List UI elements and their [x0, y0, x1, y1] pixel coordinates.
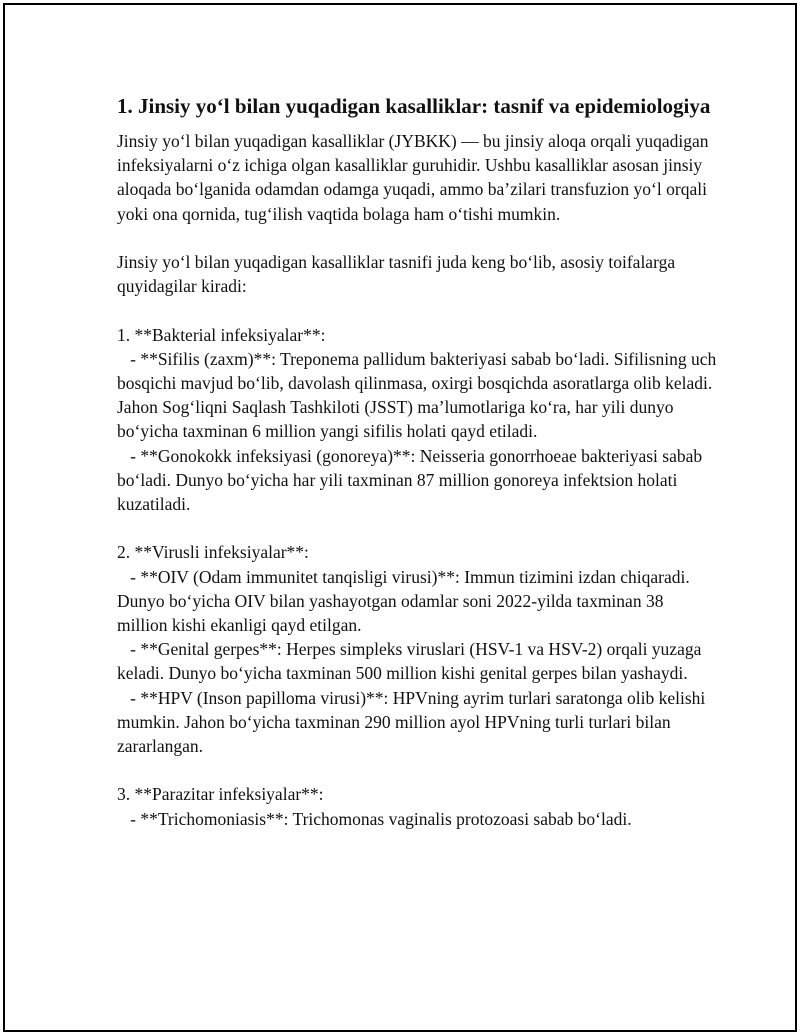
classification-paragraph: Jinsiy yo‘l bilan yuqadigan kasalliklar tasnifi juda keng bo‘lib, asosiy toifalarga quyidagilar kiradi:	[117, 252, 680, 297]
bacterial-infections-section: 1. **Bakterial infeksiyalar**: - **Sifilis (zaxm)**: Treponema pallidum bakteriyasi sabab bo‘ladi. Sifilisning uch bosqichi mavjud bo‘lib, davolash qilinmasa, oxirgi bosqichda asoratlarga olib keladi. Jahon Sog‘liqni Saqlash Tashkiloti (JSST) ma’lumotlariga ko‘ra, har yili dunyo bo‘yicha taxminan 6 million yangi sifilis holati qayd etiladi. - **Gonokokk infeksiyasi (gonoreya)**: Neisseria gonorrhoeae bakteriyasi sabab bo‘ladi. Dunyo bo‘yicha har yili taxminan 87 million gonoreya infektsion holati kuzatiladi.	[117, 324, 717, 515]
paragraph-gap	[117, 516, 717, 540]
paragraph-gap	[117, 298, 717, 322]
viral-infections-section: 2. **Virusli infeksiyalar**: - **OIV (Odam immunitet tanqisligi virusi)**: Immun tizimini izdan chiqaradi. Dunyo bo‘yicha OIV bilan yashayotgan odamlar soni 2022-yilda taxminan 38 million kishi ekanligi qayd etilgan. - **Genital gerpes**: Herpes simpleks viruslari (HSV-1 va HSV-2) orqali yuzaga keladi. Dunyo bo‘yicha taxminan 500 million kishi genital gerpes bilan yashaydi. - **HPV (Inson papilloma virusi)**: HPVning ayrim turlari saratonga olib kelishi mumkin. Jahon bo‘yicha taxminan 290 million ayol HPVning turli turlari bilan zararlangan.	[117, 542, 706, 757]
paragraph-gap	[117, 226, 717, 250]
document-body	[117, 92, 717, 831]
section-heading: 1. Jinsiy yo‘l bilan yuqadigan kasalliklar: tasnif va epidemiologiya	[117, 94, 711, 118]
paragraph-gap	[117, 758, 717, 782]
intro-paragraph: Jinsiy yo‘l bilan yuqadigan kasalliklar (JYBKK) — bu jinsiy aloqa orqali yuqadigan infeksiyalarni o‘z ichiga olgan kasalliklar guruhidir. Ushbu kasalliklar asosan jinsiy aloqada bo‘lganida odamdan odamga yuqadi, ammo ba’zilari transfuzion yo‘l orqali yoki ona qornida, tug‘ilish vaqtida bolaga ham o‘tishi mumkin.	[117, 131, 713, 224]
parasitic-infections-section: 3. **Parazitar infeksiyalar**: - **Trichomoniasis**: Trichomonas vaginalis protozoasi sabab bo‘ladi.	[117, 784, 632, 829]
